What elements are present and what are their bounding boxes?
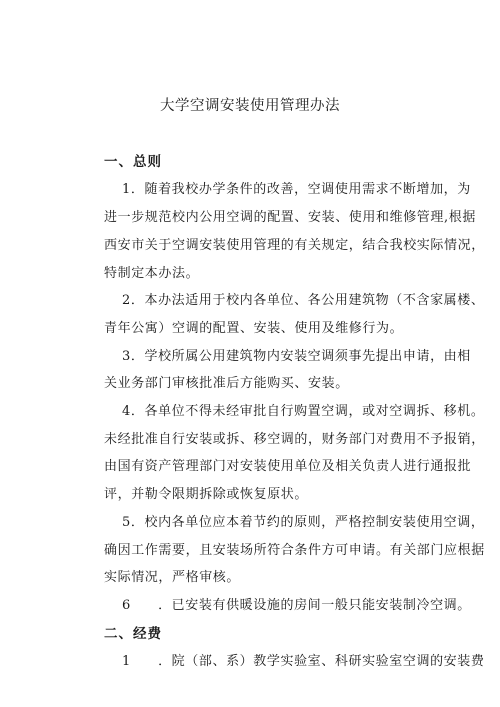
paragraph-line: 1 ．院（部、系）教学实验室、科研实验室空调的安装费 (122, 654, 485, 669)
document-title: 大学空调安装使用管理办法 (160, 98, 340, 114)
paragraph-line: 6 ．已安装有供暖设施的房间一般只能安装制冷空调。 (122, 598, 471, 613)
paragraph-line: 由国有资产管理部门对安装使用单位及相关负责人进行通报批 (104, 459, 472, 474)
paragraph-line: 实际情况，严格审核。 (104, 570, 241, 585)
section-heading-general: 一、总则 (104, 154, 162, 170)
paragraph-line: 进一步规范校内公用空调的配置、安装、使用和维修管理,根据 (104, 210, 476, 225)
paragraph-line: 确因工作需要，且安装场所符合条件方可申请。有关部门应根据 (104, 543, 485, 558)
section-heading-funding: 二、经费 (104, 626, 162, 642)
paragraph-line: 2．本办法适用于校内各单位、各公用建筑物（不含家属楼、 (122, 293, 485, 308)
paragraph-line: 青年公寓）空调的配置、安装、使用及维修行为。 (104, 321, 404, 336)
paragraph-line: 关业务部门审核批准后方能购买、安装。 (104, 376, 349, 391)
paragraph-line: 西安市关于空调安装使用管理的有关规定，结合我校实际情况， (104, 238, 485, 253)
paragraph-line: 未经批准自行安装或拆、移空调的，财务部门对费用不予报销， (104, 432, 485, 447)
paragraph-line: 评，并勒令限期拆除或恢复原状。 (104, 487, 309, 502)
paragraph-line: 1．随着我校办学条件的改善，空调使用需求不断增加，为 (122, 182, 471, 197)
paragraph-line: 特制定本办法。 (104, 266, 200, 281)
paragraph-line: 3．学校所属公用建筑物内安装空调须事先提出申请，由相 (122, 349, 471, 364)
paragraph-line: 4．各单位不得未经审批自行购置空调，或对空调拆、移机。 (122, 404, 485, 419)
paragraph-line: 5．校内各单位应本着节约的原则，严格控制安装使用空调， (122, 515, 485, 530)
